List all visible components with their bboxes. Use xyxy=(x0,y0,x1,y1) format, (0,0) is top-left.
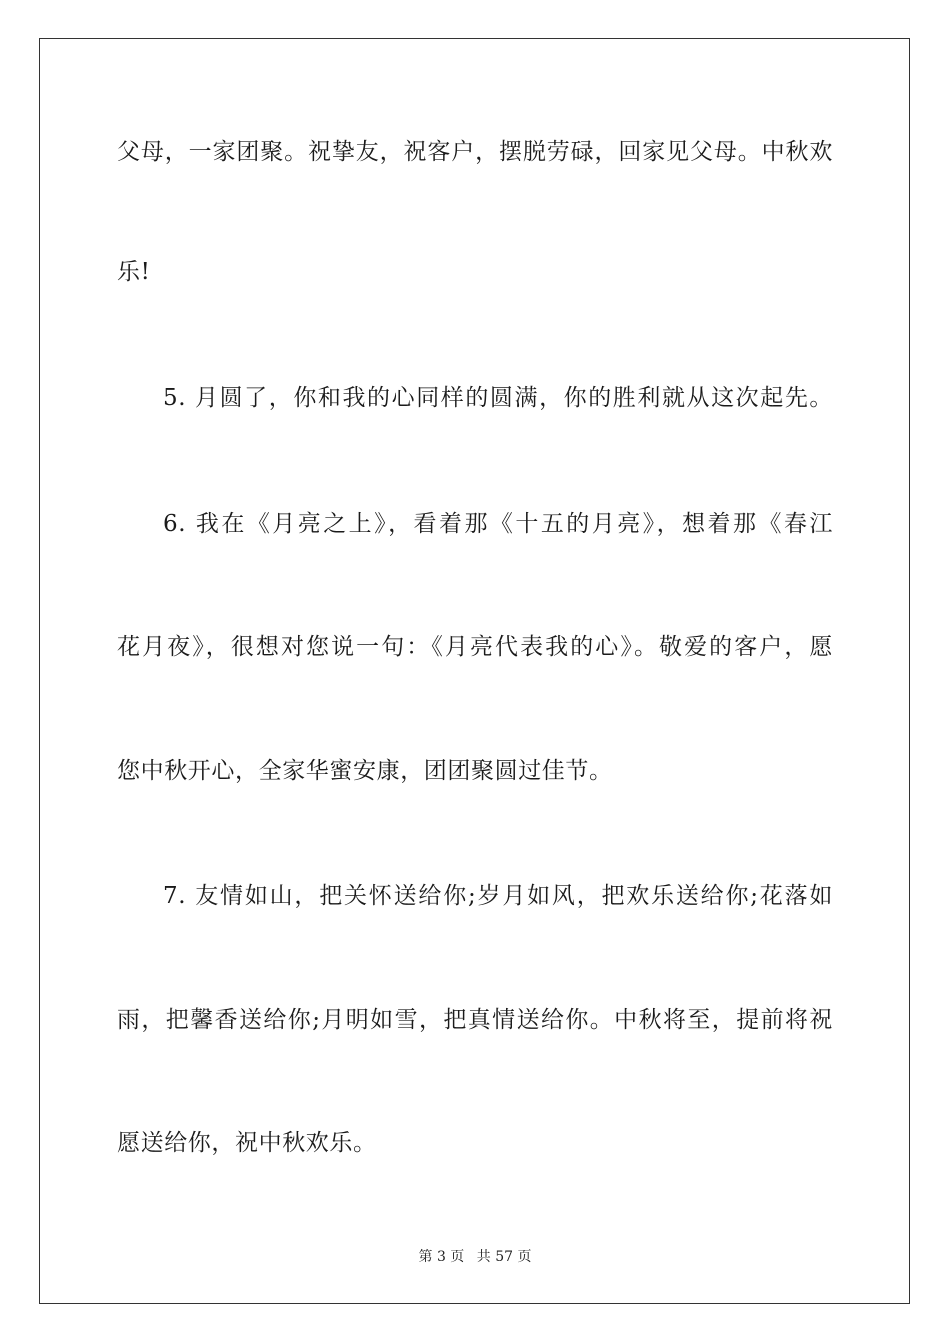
paragraph-line: 5. 月圆了，你和我的心同样的圆满，你的胜利就从这次起先。 xyxy=(163,385,833,411)
paragraph-line: 您中秋开心，全家华蜜安康，团团聚圆过佳节。 xyxy=(117,758,613,784)
paragraph-line: 愿送给你，祝中秋欢乐。 xyxy=(117,1130,377,1156)
paragraph-line: 6. 我在《月亮之上》，看着那《十五的月亮》，想着那《春江 xyxy=(163,511,833,537)
paragraph-line: 乐! xyxy=(117,259,151,285)
page-footer xyxy=(0,1248,950,1266)
paragraph-line: 父母，一家团聚。祝挚友，祝客户，摆脱劳碌，回家见父母。中秋欢 xyxy=(117,139,833,165)
page-number: 第 3 页 xyxy=(418,1249,465,1265)
page-border xyxy=(39,38,910,1304)
paragraph-line: 雨，把馨香送给你;月明如雪，把真情送给你。中秋将至，提前将祝 xyxy=(117,1007,833,1033)
paragraph-line: 花月夜》，很想对您说一句：《月亮代表我的心》。敬爱的客户，愿 xyxy=(117,634,833,660)
page-total: 共 57 页 xyxy=(476,1249,532,1265)
paragraph-line: 7. 友情如山，把关怀送给你;岁月如风，把欢乐送给你;花落如 xyxy=(163,883,833,909)
